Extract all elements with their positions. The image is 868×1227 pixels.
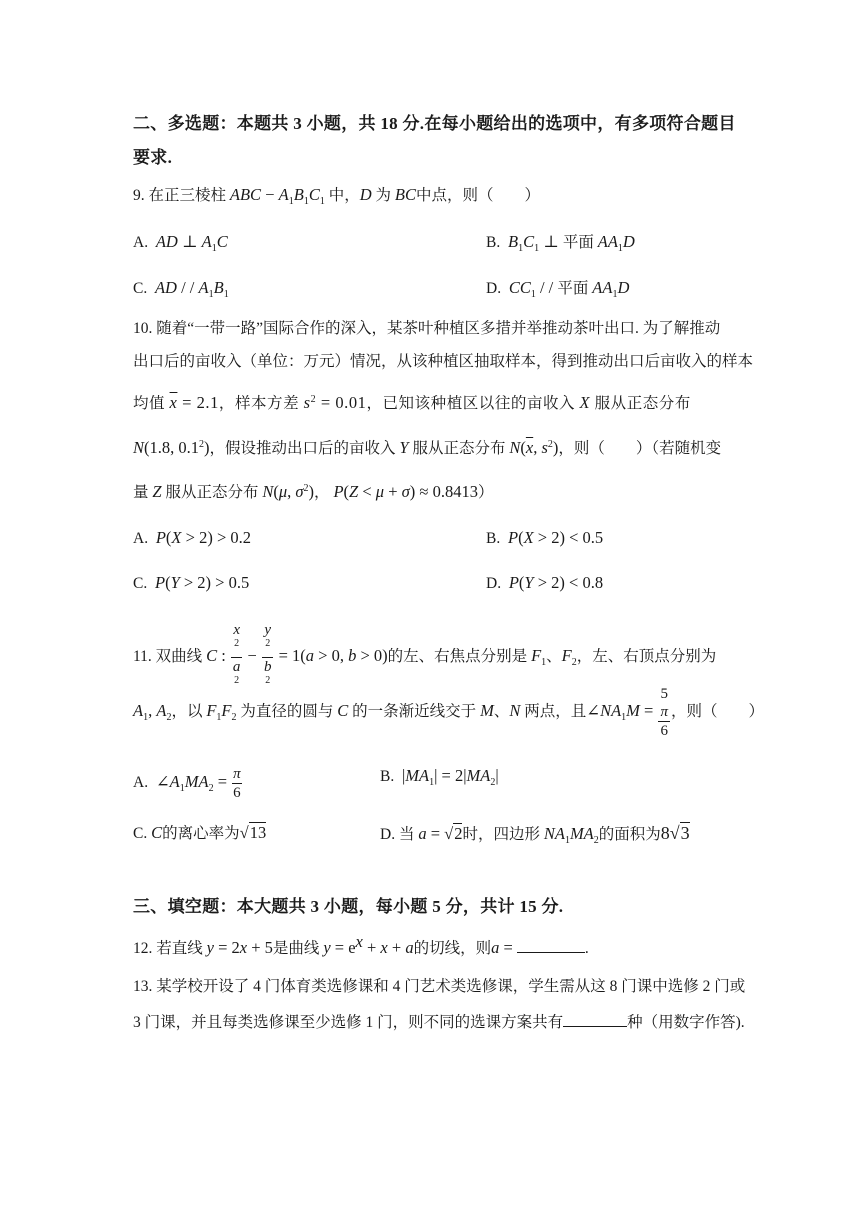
q11-line1: 11. 双曲线 C : x $^2$ a $^2$ − y $^2$ b $^2$ = 1(a > 0, b > 0)的左、右焦点分别是 $F_1$、$F_2$，左、右顶点分别为	[133, 622, 717, 686]
q10-line1: 10. 随着“一带一路”国际合作的深入，某茶叶种植区多措并举推动茶叶出口. 为了解推动	[133, 320, 721, 337]
section3-heading: 三、填空题：本大题共 3 小题，每小题 5 分，共计 15 分.	[133, 897, 564, 916]
q9-prefix: 9. 在正三棱柱	[133, 187, 227, 204]
q12-answer-blank[interactable]	[517, 936, 585, 953]
q9-option-c[interactable]: C. AD / / $A_1B_1$	[133, 278, 229, 301]
section2-heading-line1: 二、多选题：本题共 3 小题，共 18 分.在每小题给出的选项中，有多项符合题目	[133, 114, 736, 133]
q10-line4: N(1.8, $0.1^2$)，假设推动出口后的亩收入 Y 服从正态分布 $N(\overline{x}$, $s^2$)，则（ ）（若随机变	[133, 438, 722, 457]
q9-option-a[interactable]: A. AD ⊥ $A_1C$	[133, 232, 228, 255]
q9-stem: 9. 在正三棱柱 ABC − $A_1B_1C_1$ 中，D 为 BC中点，则（ ）	[133, 185, 541, 208]
q10-option-b[interactable]: B. P(X > 2) < 0.5	[486, 528, 604, 547]
q10-option-d[interactable]: D. P(Y > 2) < 0.8	[486, 573, 604, 592]
q11-option-c[interactable]: C. C的离心率为√13	[133, 823, 267, 842]
q9-mid2: 为	[375, 187, 392, 204]
q11-option-b[interactable]: B. $|MA_1| = 2|MA_2|$	[380, 766, 499, 789]
q11-line2: $A_1$, $A_2$，以 $F_1F_2$ 为直径的圆与 C 的一条渐近线交于 M、N 两点，且$\angle NA_1M$ = 5 π 6 ，则（ ）	[133, 686, 764, 739]
q13-line2: 3 门课，并且每类选修课至少选修 1 门，则不同的选课方案共有 种（用数字作答).	[133, 1010, 745, 1034]
q9-mid: 中，	[328, 187, 360, 204]
q9-option-d[interactable]: D. $CC_1$ / / 平面 $AA_1D$	[486, 278, 630, 301]
q12-stem: 12. 若直线 y = 2x + 5是曲线 $y = e^x + x + a$的切线，则a = .	[133, 931, 589, 957]
q9-option-b[interactable]: B. $B_1C_1$ ⊥ 平面 $AA_1D$	[486, 232, 635, 255]
section2-heading-line2: 要求.	[133, 148, 173, 167]
q10-line5: 量 Z 服从正态分布 N(μ, $\sigma^2$)， P(Z < μ + σ) ≈ 0.8413）	[133, 482, 494, 501]
q11-option-d[interactable]: D. 当 a = √2时，四边形 $NA_1MA_2$的面积为8√3	[380, 823, 690, 847]
q13-line1: 13. 某学校开设了 4 门体育类选修课和 4 门艺术类选修课，学生需从这 8 门课中选修 2 门或	[133, 978, 746, 995]
q9-prism: ABC	[229, 185, 262, 204]
q13-answer-blank[interactable]	[563, 1010, 627, 1027]
q10-option-c[interactable]: C. P(Y > 2) > 0.5	[133, 573, 250, 592]
q11-option-a[interactable]: A. $\angle A_1MA_2$ = $\frac{\pi}{6}$	[133, 766, 241, 801]
q10-line3: 均值 $\overline{x} = 2.1$，样本方差 $s^2 = 0.01$，已知该种植区以往的亩收入 X 服从正态分布	[133, 393, 691, 412]
q10-option-a[interactable]: A. P(X > 2) > 0.2	[133, 528, 251, 547]
q9-end: 中点，则（ ）	[416, 187, 541, 204]
q10-line2: 出口后的亩收入（单位：万元）情况，从该种植区抽取样本，得到推动出口后亩收入的样本	[133, 353, 754, 370]
